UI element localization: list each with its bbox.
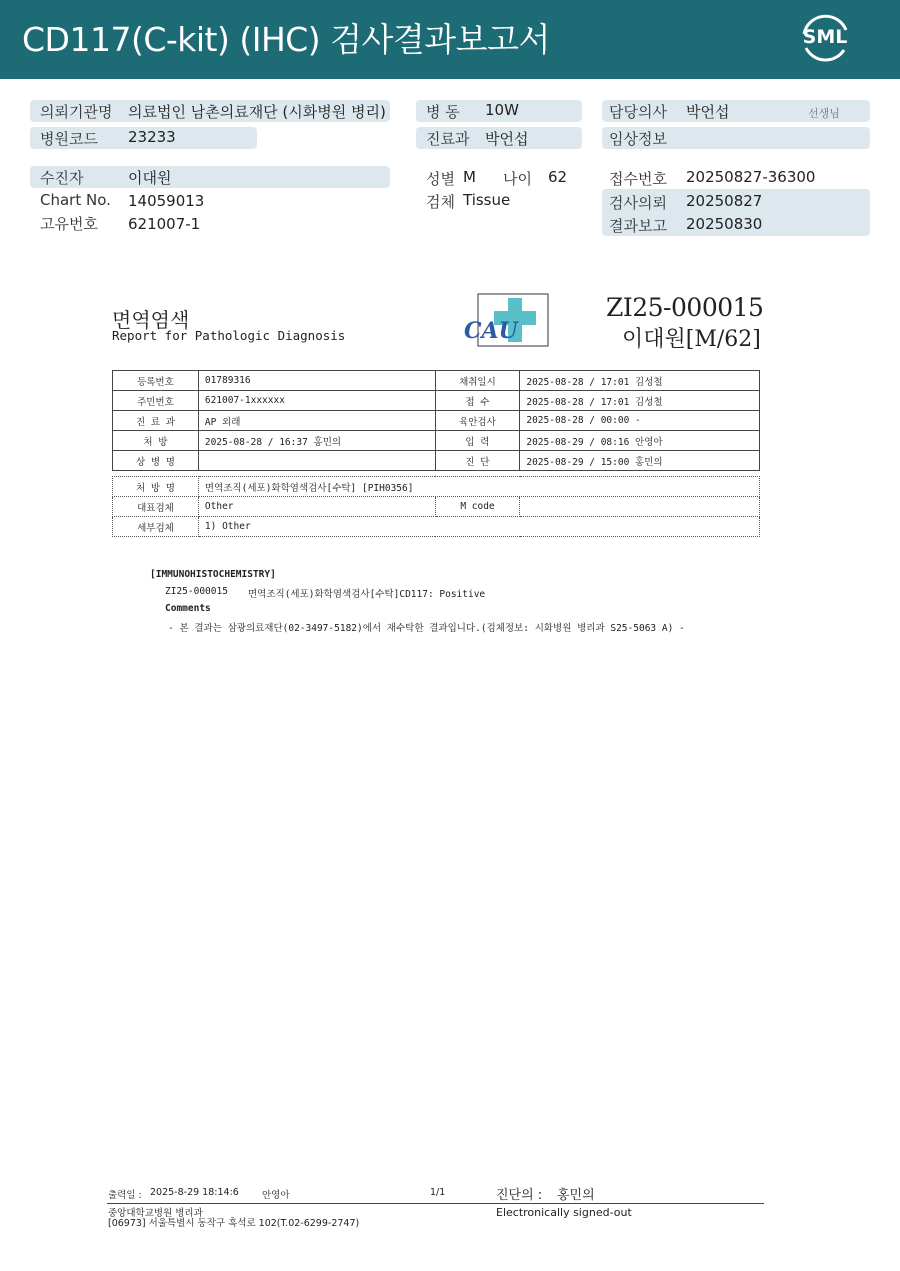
mcode-value — [520, 497, 760, 517]
row-label-right: 접 수 — [435, 391, 520, 411]
patient-label: 수진자 — [40, 169, 84, 187]
dept-label: 진료과 — [426, 130, 470, 148]
table-row — [113, 371, 760, 391]
row-value: 01789316 — [198, 371, 435, 391]
report-title-en: Report for Pathologic Diagnosis — [112, 328, 346, 343]
dept-value: 박언섭 — [485, 130, 529, 148]
sub-specimen-label: 세부검체 — [113, 517, 199, 537]
order-label: 처 방 명 — [113, 477, 199, 497]
institution-value: 의료법인 남촌의료재단 (시화병원 병리) — [128, 103, 386, 121]
table-row — [113, 451, 760, 471]
footer-institution: 중앙대학교병원 병리과 — [108, 1208, 203, 1219]
row-value: AP 외래 — [198, 411, 435, 431]
report-id: ZI25-000015 — [606, 293, 764, 322]
row-value-right: 2025-08-28 / 00:00 - — [520, 411, 760, 431]
order-row — [113, 477, 760, 497]
row-label: 진 료 과 — [113, 411, 199, 431]
print-label: 출력일 : — [108, 1190, 142, 1201]
age-label: 나이 — [503, 170, 532, 188]
institution-label: 의뢰기관명 — [40, 103, 113, 121]
row-value — [198, 451, 435, 471]
row-label-right: 채취일시 — [435, 371, 520, 391]
page-number: 1/1 — [430, 1187, 446, 1198]
row-value: 621007-1xxxxxx — [198, 391, 435, 411]
sml-logo — [796, 12, 854, 66]
result-id: ZI25-000015 — [165, 586, 228, 597]
comments-label: Comments — [165, 603, 211, 614]
sex-value: M — [463, 168, 476, 186]
result-label: 결과보고 — [609, 217, 667, 235]
row-label-right: 입 력 — [435, 431, 520, 451]
hospital-code-label: 병원코드 — [40, 130, 98, 148]
hospital-code-value: 23233 — [128, 128, 176, 146]
mcode-label: M code — [435, 497, 520, 517]
row-label-right: 육안검사 — [435, 411, 520, 431]
row-label: 주민번호 — [113, 391, 199, 411]
cau-logo-text: CAU — [464, 318, 518, 344]
unique-value: 621007-1 — [128, 215, 201, 233]
diagnosis-label: 진단의 : — [496, 1188, 543, 1203]
row-label: 상 병 명 — [113, 451, 199, 471]
rep-specimen-value: Other — [198, 497, 435, 517]
report-patient-tag: 이대원[M/62] — [622, 327, 761, 352]
row-value-right: 2025-08-28 / 17:01 김성철 — [520, 391, 760, 411]
result-value: 20250830 — [686, 215, 763, 233]
request-label: 검사의뢰 — [609, 194, 667, 212]
signed-out-text: Electronically signed-out — [496, 1206, 632, 1219]
row-label: 처 방 — [113, 431, 199, 451]
sub-specimen-value: 1) Other — [198, 517, 759, 537]
section-title: [IMMUNOHISTOCHEMISTRY] — [150, 569, 276, 580]
table-row — [113, 411, 760, 431]
logo-text: SML — [802, 26, 848, 48]
rep-specimen-row — [113, 497, 760, 517]
doctor-suffix: 선생님 — [808, 107, 840, 120]
sub-specimen-row — [113, 517, 760, 537]
clinical-label: 임상정보 — [609, 130, 667, 148]
ward-value: 10W — [485, 101, 519, 119]
footer-divider — [107, 1203, 764, 1204]
row-label-right: 진 단 — [435, 451, 520, 471]
row-value-right: 2025-08-28 / 17:01 김성철 — [520, 371, 760, 391]
table-row — [113, 431, 760, 451]
report-info-table — [112, 370, 760, 471]
header-bar — [0, 0, 900, 79]
footer-address: [06973] 서울특별시 동작구 흑석로 102(T.02-6299-2747) — [108, 1218, 360, 1229]
patient-pill — [30, 166, 390, 188]
order-value: 면역조직(세포)화학염색검사[수탁] [PIH0356] — [198, 477, 759, 497]
result-text: 면역조직(세포)화학염색검사[수탁]CD117: Positive — [248, 589, 486, 600]
receipt-value: 20250827-36300 — [686, 168, 816, 186]
doctor-value: 박언섭 — [686, 103, 730, 121]
specimen-value: Tissue — [463, 191, 511, 209]
row-value-right: 2025-08-29 / 08:16 안영아 — [520, 431, 760, 451]
ward-label: 병 동 — [426, 103, 460, 121]
chart-label: Chart No. — [40, 191, 111, 209]
unique-label: 고유번호 — [40, 215, 98, 233]
printer-name: 안영아 — [262, 1190, 290, 1201]
request-value: 20250827 — [686, 192, 763, 210]
report-title-ko: 면역염색 — [112, 308, 190, 332]
cau-cross-icon — [460, 292, 550, 348]
specimen-label: 검체 — [426, 193, 455, 211]
rep-specimen-label: 대표검체 — [113, 497, 199, 517]
cau-logo — [460, 292, 550, 348]
print-date: 2025-8-29 18:14:6 — [150, 1187, 239, 1198]
doctor-label: 담당의사 — [609, 103, 667, 121]
page-title: CD117(C-kit) (IHC) 검사결과보고서 — [22, 20, 550, 59]
diagnosis-doctor: 홍민의 — [557, 1188, 595, 1203]
chart-value: 14059013 — [128, 192, 205, 210]
sex-label: 성별 — [426, 170, 455, 188]
row-value: 2025-08-28 / 16:37 홍민의 — [198, 431, 435, 451]
row-label: 등록번호 — [113, 371, 199, 391]
age-value: 62 — [548, 168, 568, 186]
table-row — [113, 391, 760, 411]
order-table — [112, 476, 760, 537]
receipt-label: 접수번호 — [609, 170, 667, 188]
row-value-right: 2025-08-29 / 15:00 홍민의 — [520, 451, 760, 471]
patient-value: 이대원 — [128, 169, 172, 187]
comments-text: - 본 결과는 삼광의료재단(02-3497-5182)에서 재수탁한 결과입니다.(검체정보: 시화병원 병리과 S25-5063 A) - — [168, 623, 685, 634]
